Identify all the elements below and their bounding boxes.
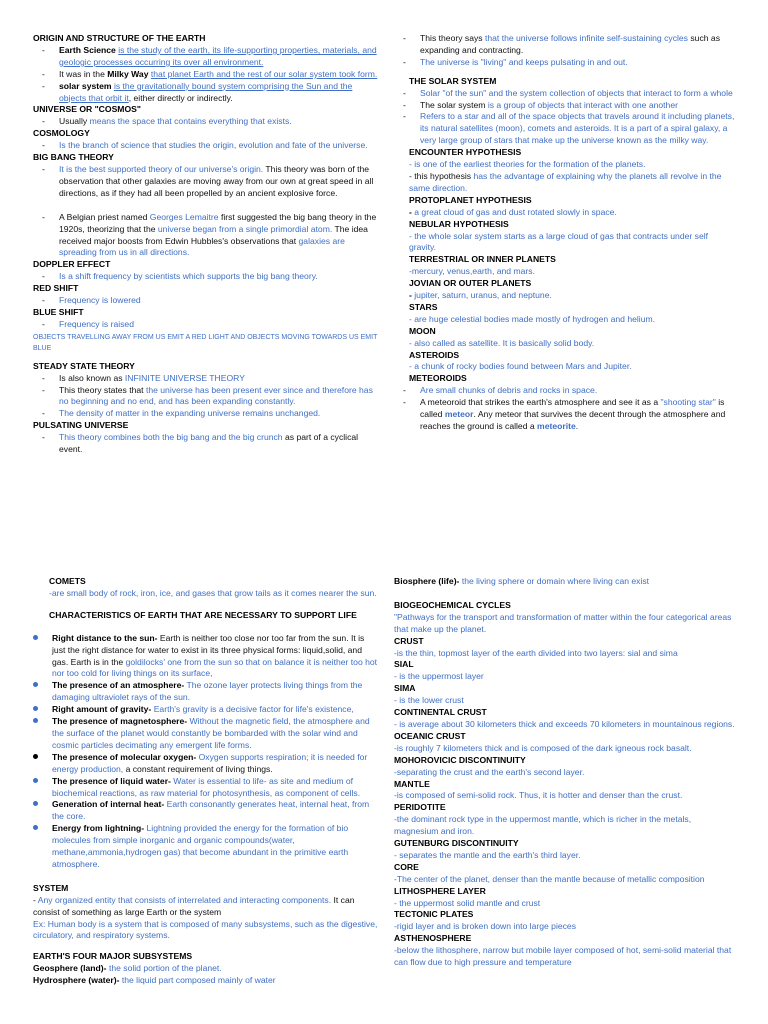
characteristic-magnetosphere: The presence of magnetosphere- Without the magnetic field, the atmosphere and the surface of the planet would constantly be bombarded with the solar wind and cosmic particles decimating any emergent life forms. <box>33 716 378 752</box>
moho-heading: MOHOROVICIC DISCONTINUITY <box>394 754 526 765</box>
four-subsystems-heading: EARTH'S FOUR MAJOR SUBSYSTEMS <box>33 951 193 962</box>
objects-note: OBJECTS TRAVELLING AWAY FROM US EMIT A RED LIGHT AND OBJECTS MOVING TOWARDS US EMIT BLUE <box>33 333 378 352</box>
comets-text: -are small body of rock, iron, ice, and gases that grow tails as it comes nearer the sun. <box>49 587 377 598</box>
stars-heading: STARS <box>409 301 438 312</box>
origin-heading: ORIGIN AND STRUCTURE OF THE EARTH <box>33 33 206 43</box>
bullet-icon <box>33 801 38 806</box>
encounter-heading: ENCOUNTER HYPOTHESIS <box>409 147 522 158</box>
characteristic-gravity: Right amount of gravity- Earth's gravity is a decisive factor for life's existence, <box>33 704 378 716</box>
sial-text: - is the uppermost layer <box>394 671 484 682</box>
core-text: -The center of the planet, denser than the mantle because of metallic composition <box>394 873 705 884</box>
characteristic-internal-heat: Generation of internal heat- Earth consonantly generates heat, internal heat, from the core. <box>33 799 378 823</box>
nebular-heading: NEBULAR HYPOTHESIS <box>409 218 509 229</box>
steady-item-2: - This theory states that the universe has been present ever since and therefore has no beginning and no end, and has been expanding constantly. <box>42 384 373 407</box>
jovian-text: - jupiter, saturn, uranus, and neptune. <box>409 290 552 301</box>
bullet-icon <box>33 706 38 711</box>
lemaitre-item: - A Belgian priest named Georges Lemaitre first suggested the big bang theory in the 1920s, theorizing that the universe began from a single primordial atom. The idea received major boosts from Edwin Hubbles's observations that galaxies are spreading from us in all directions. <box>42 211 377 258</box>
peridotite-text: -the dominant rock type in the uppermost mantle, which is richer in the metals, magnesium and iron. <box>394 814 692 837</box>
p1-right-column <box>402 33 736 433</box>
bigbang-item: - It is the best supported theory of our universe's origin. This theory was born of the observation that other galaxies are moving away from our own at great speed in all directions, as if they had all been propelled by an ancient explosive force. <box>42 163 374 198</box>
pulsating-living-item: - The universe is "living" and keeps pulsating in and out. <box>403 56 628 67</box>
terrestrial-heading: TERRESTRIAL OR INNER PLANETS <box>409 254 556 265</box>
universe-heading: UNIVERSE OR "COSMOS" <box>33 104 141 115</box>
steady-item-1: - Is also known as INFINITE UNIVERSE THEORY <box>42 372 245 383</box>
solar-system-item: - solar system is the gravitationally bound system comprising the Sun and the objects that orbit it, either directly or indirectly. <box>42 80 353 103</box>
continental-crust-heading: CONTINENTAL CRUST <box>394 707 487 718</box>
p1-left-column <box>33 33 378 456</box>
system-text: - Any organized entity that consists of interrelated and interacting components. It can consist of something as large Earth or the system <box>33 894 355 917</box>
bullet-icon <box>33 825 38 830</box>
cosmology-item: - Is the branch of science that studies the origin, evolution and fate of the universe. <box>42 140 368 151</box>
earth-science-item: - Earth Science is the study of the earth, its life-supporting properties, materials, and geologic processes occurring its over all environment. <box>42 44 377 67</box>
asteroids-heading: ASTEROIDS <box>409 349 460 360</box>
characteristic-water: The presence of liquid water- Water is essential to life- as site and medium of biochemical reactions, as raw material for photosynthesis, as component of cells. <box>33 776 378 800</box>
p2-right-column <box>394 576 736 969</box>
solar-item-3: - Refers to a star and all of the space objects that travels around it including planets, its natural satellites (moon), comets and asteroids. It is a part of a spiral galaxy, a very large group of stars that make up the universe known as the milky way. <box>403 111 735 146</box>
protoplanet-heading: PROTOPLANET HYPOTHESIS <box>409 194 532 205</box>
geosphere-item: Geosphere (land)- the solid portion of the planet. <box>33 963 222 974</box>
solar-heading: THE SOLAR SYSTEM <box>409 75 497 86</box>
bullet-icon <box>33 635 38 640</box>
nebular-text: - the whole solar system starts as a large cloud of gas that contracts under self gravity. <box>409 230 709 253</box>
biogeochemical-text: "Pathways for the transport and transformation of matter within the four categorical areas that make up the planet. <box>394 611 732 634</box>
oceanic-crust-heading: OCEANIC CRUST <box>394 730 466 741</box>
encounter-text-2: - this hypothesis has the advantage of explaining why the planets all revolve in the same direction. <box>409 170 722 193</box>
meteoroids-heading: METEOROIDS <box>409 373 467 384</box>
meteoroids-item-1: - Are small chunks of debris and rocks in space. <box>403 385 598 396</box>
system-example: Ex: Human body is a system that is composed of many subsystems, such as the digestive, circulatory, and respiratory systems. <box>33 918 378 941</box>
red-shift-item: - Frequency is lowered <box>42 295 141 306</box>
sima-text: - is the lower crust <box>394 695 464 706</box>
bullet-icon <box>33 682 38 687</box>
encounter-text-1: - is one of the earliest theories for the formation of the planets. <box>409 159 646 170</box>
bullet-icon <box>33 778 38 783</box>
biogeochemical-heading: BIOGEOCHEMICAL CYCLES <box>394 599 511 610</box>
asteroids-text: - a chunk of rocky bodies found between Mars and Jupiter. <box>409 361 632 372</box>
blue-shift-item: - Frequency is raised <box>42 318 134 329</box>
characteristic-oxygen: The presence of molecular oxygen- Oxygen supports respiration; it is needed for energy production, a constant requirement of living things. <box>33 752 378 776</box>
oceanic-crust-text: -is roughly 7 kilometers thick and is composed of the dark igneous rock basalt. <box>394 742 692 753</box>
peridotite-heading: PERIDOTITE <box>394 802 446 813</box>
system-heading: SYSTEM <box>33 882 69 893</box>
steady-heading: STEADY STATE THEORY <box>33 360 135 371</box>
biosphere-item: Biosphere (life)- the living sphere or domain where living can exist <box>394 576 650 586</box>
pulsating-cycle-item: - This theory says that the universe follows infinite self-sustaining cycles such as expanding and contracting. <box>403 33 720 55</box>
characteristic-lightning: Energy from lightning- Lightning provided the energy for the formation of bio molecules from simple inorganic and organic compounds(water, methane,ammonia,hydrogen gas) that become abundant in the primitive earth atmosphere. <box>33 823 378 871</box>
bigbang-heading: BIG BANG THEORY <box>33 152 114 163</box>
solar-item-1: - Solar "of the sun" and the system collection of objects that interact to form a whole <box>403 87 733 98</box>
crust-heading: CRUST <box>394 635 424 646</box>
sial-heading: SIAL <box>394 659 414 670</box>
gutenburg-heading: GUTENBURG DISCONTINUITY <box>394 838 519 849</box>
steady-item-3: - The density of matter in the expanding universe remains unchanged. <box>42 408 321 419</box>
meteoroids-item-2: - A meteoroid that strikes the earth's atmosphere and see it as a "shooting star" is called meteor. Any meteor that survives the decent through the atmosphere and reaches the ground is called a meteorite. <box>403 397 726 431</box>
moon-heading: MOON <box>409 325 436 336</box>
cosmology-heading: COSMOLOGY <box>33 128 90 139</box>
crust-text: -is the thin, topmost layer of the earth divided into two layers: sial and sima <box>394 647 678 658</box>
stars-text: - are huge celestial bodies made mostly of hydrogen and helium. <box>409 313 656 324</box>
moon-text: - also called as satellite. It is basically solid body. <box>409 337 595 348</box>
universe-item: - Usually means the space that contains everything that exists. <box>42 116 292 127</box>
pulsating-item: - This theory combines both the big bang and the big crunch as part of a cyclical event. <box>42 432 359 455</box>
protoplanet-text: - a great cloud of gas and dust rotated slowly in space. <box>409 206 617 217</box>
mantle-heading: MANTLE <box>394 778 430 789</box>
gutenburg-text: - separates the mantle and the earth's third layer. <box>394 849 581 860</box>
comets-heading: COMETS <box>49 576 86 586</box>
characteristics-heading: CHARACTERISTICS OF EARTH THAT ARE NECESSARY TO SUPPORT LIFE <box>49 609 357 620</box>
doppler-item: - Is a shift frequency by scientists which supports the big bang theory. <box>42 271 318 282</box>
p2-left-column <box>33 576 378 987</box>
bullet-icon <box>33 718 38 723</box>
moho-text: -separating the crust and the earth's second layer. <box>394 766 585 777</box>
characteristic-sun-distance: Right distance to the sun- Earth is neither too close nor too far from the sun. It is just the right distance for water to exist in its three physical forms: liquid,solid, and gas. Earth is in the goldilocks' one from the sun so that on balance it is neither too hot nor too cold for living things on its surface, <box>33 633 378 681</box>
jovian-heading: JOVIAN OR OUTER PLANETS <box>409 278 532 289</box>
pulsating-heading: PULSATING UNIVERSE <box>33 420 129 431</box>
core-heading: CORE <box>394 861 419 872</box>
terrestrial-text: -mercury, venus,earth, and mars. <box>409 266 535 277</box>
hydrosphere-item: Hydrosphere (water)- the liquid part composed mainly of water <box>33 975 276 986</box>
asthenosphere-text: -below the lithosphere, narrow but mobile layer composed of hot, semi-solid material that can flow due to high pressure and temperature <box>394 945 732 968</box>
red-shift-heading: RED SHIFT <box>33 283 79 294</box>
sima-heading: SIMA <box>394 683 416 694</box>
continental-crust-text: - is average about 30 kilometers thick and exceeds 70 kilometers in mountainous regions. <box>394 718 735 729</box>
lithosphere-heading: LITHOSPHERE LAYER <box>394 885 486 896</box>
solar-item-2: - The solar system is a group of objects that interact with one another <box>403 99 678 110</box>
blue-shift-heading: BLUE SHIFT <box>33 306 84 317</box>
bullet-icon <box>33 754 38 759</box>
doppler-heading: DOPPLER EFFECT <box>33 259 111 270</box>
asthenosphere-heading: ASTHENOSPHERE <box>394 933 472 944</box>
milky-way-item: - It was in the Milky Way that planet Earth and the rest of our solar system took form. <box>42 68 378 79</box>
lithosphere-text: - the uppermost solid mantle and crust <box>394 897 541 908</box>
tectonic-heading: TECTONIC PLATES <box>394 909 474 920</box>
mantle-text: -is composed of semi-solid rock. Thus, it is hotter and denser than the crust. <box>394 790 683 801</box>
characteristic-atmosphere: The presence of an atmosphere- The ozone layer protects living things from the damaging ultraviolet rays of the sun. <box>33 680 378 704</box>
tectonic-text: -rigid layer and is broken down into large pieces <box>394 921 577 932</box>
